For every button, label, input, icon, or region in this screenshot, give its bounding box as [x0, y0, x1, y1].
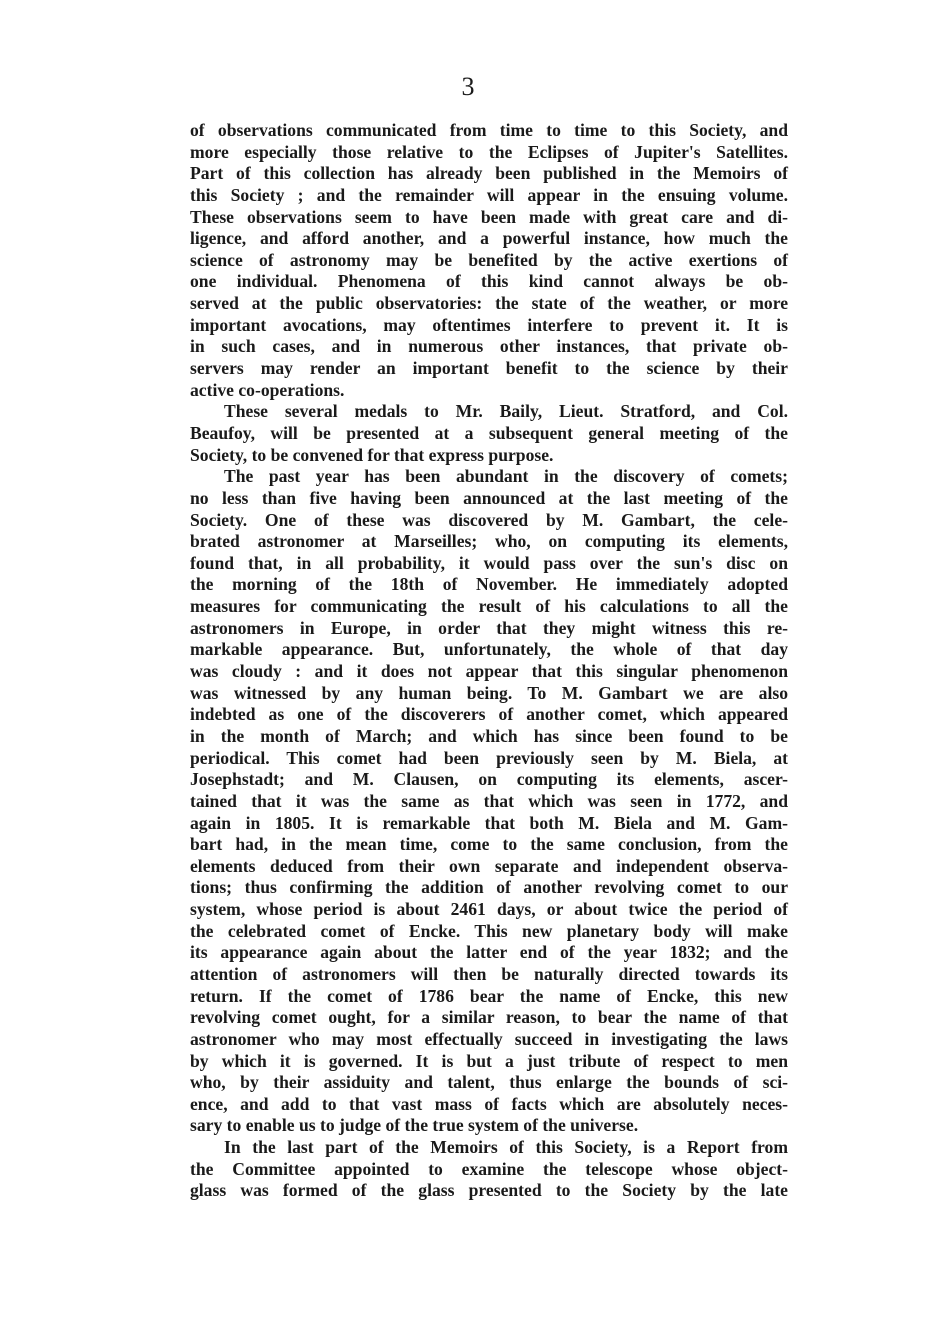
text-line: found that, in all probability, it would pass over the sun's disc on: [190, 552, 788, 573]
text-line: more especially those relative to the Eclipses of Jupiter's Satellites.: [190, 141, 788, 162]
text-line: by which it is governed. It is but a just tribute of respect to men: [190, 1050, 788, 1071]
text-line: science of astronomy may be benefited by the active exertions of: [190, 249, 788, 270]
text-line: sary to enable us to judge of the true system of the universe.: [190, 1115, 639, 1136]
text-line: measures for communicating the result of his calculations to all the: [190, 596, 788, 617]
text-line: of observations communicated from time to time to this Society, and: [190, 120, 788, 140]
text-line: bart had, in the mean time, come to the same conclusion, from the: [190, 834, 788, 855]
text-line: Society, to be convened for that express purpose.: [190, 444, 554, 465]
text-line: the celebrated comet of Encke. This new planetary body will make: [190, 920, 788, 941]
text-line: attention of astronomers will then be naturally directed towards its: [190, 963, 788, 984]
text-line: in the month of March; and which has since been found to be: [190, 725, 788, 746]
text-line: its appearance again about the latter end of the year 1832; and the: [190, 942, 788, 963]
text-line: indebted as one of the discoverers of another comet, which appeared: [190, 704, 788, 725]
text-line: markable appearance. But, unfortunately, the whole of that day: [190, 639, 788, 660]
text-line: important avocations, may oftentimes interfere to prevent it. It is: [190, 314, 788, 335]
text-line: ligence, and afford another, and a powerful instance, how much the: [190, 228, 788, 249]
text-line: periodical. This comet had been previously seen by M. Biela, at: [190, 747, 788, 768]
text-line: Beaufoy, will be presented at a subsequent general meeting of the: [190, 422, 788, 443]
paragraph: [190, 466, 788, 1137]
text-line: elements deduced from their own separate and independent observa-: [190, 855, 788, 876]
text-line: this Society ; and the remainder will appear in the ensuing volume.: [190, 184, 788, 205]
text-line: again in 1805. It is remarkable that both M. Biela and M. Gam-: [190, 812, 788, 833]
text-line: Society. One of these was discovered by M. Gambart, the cele-: [190, 509, 788, 530]
body-text: [190, 120, 788, 1202]
text-line: tained that it was the same as that which was seen in 1772, and: [190, 790, 788, 811]
text-line: tions; thus confirming the addition of another revolving comet to our: [190, 877, 788, 898]
text-line: astronomer who may most effectually succeed in investigating the laws: [190, 1028, 788, 1049]
page-number: 3: [461, 72, 475, 101]
text-line: return. If the comet of 1786 bear the name of Encke, this new: [190, 985, 788, 1006]
paragraph: [190, 401, 788, 466]
text-line: no less than five having been announced at the last meeting of the: [190, 487, 788, 508]
text-line: servers may render an important benefit to the science by their: [190, 358, 788, 379]
text-line: the Committee appointed to examine the telescope whose object-: [190, 1158, 788, 1179]
text-line: astronomers in Europe, in order that they might witness this re-: [190, 617, 788, 638]
text-line: one individual. Phenomena of this kind cannot always be ob-: [190, 271, 788, 292]
text-line: ence, and add to that vast mass of facts which are absolutely neces-: [190, 1093, 788, 1114]
text-line: active co-operations.: [190, 379, 345, 400]
text-line: was witnessed by any human being. To M. Gambart we are also: [190, 682, 788, 703]
paragraph: [190, 120, 788, 401]
text-line: Josephstadt; and M. Clausen, on computing its elements, ascer-: [190, 769, 788, 790]
text-line: was cloudy : and it does not appear that this singular phenomenon: [190, 661, 788, 682]
text-line: in such cases, and in numerous other instances, that private ob-: [190, 336, 788, 357]
text-line: the morning of the 18th of November. He immediately adopted: [190, 574, 788, 595]
paragraph: [190, 1137, 788, 1202]
text-line: served at the public observatories: the state of the weather, or more: [190, 293, 788, 314]
text-line: These observations seem to have been made with great care and di-: [190, 206, 788, 227]
text-line: These several medals to Mr. Baily, Lieut. Stratford, and Col.: [224, 401, 788, 422]
text-line: who, by their assiduity and talent, thus enlarge the bounds of sci-: [190, 1072, 788, 1093]
text-line: revolving comet ought, for a similar reason, to bear the name of that: [190, 1007, 788, 1028]
text-line: glass was formed of the glass presented to the Society by the late: [190, 1180, 788, 1201]
text-line: In the last part of the Memoirs of this Society, is a Report from: [224, 1137, 788, 1158]
text-line: brated astronomer at Marseilles; who, on computing its elements,: [190, 531, 788, 552]
text-line: The past year has been abundant in the discovery of comets;: [224, 466, 788, 487]
text-line: Part of this collection has already been published in the Memoirs of: [190, 163, 788, 184]
text-line: system, whose period is about 2461 days, or about twice the period of: [190, 899, 788, 920]
